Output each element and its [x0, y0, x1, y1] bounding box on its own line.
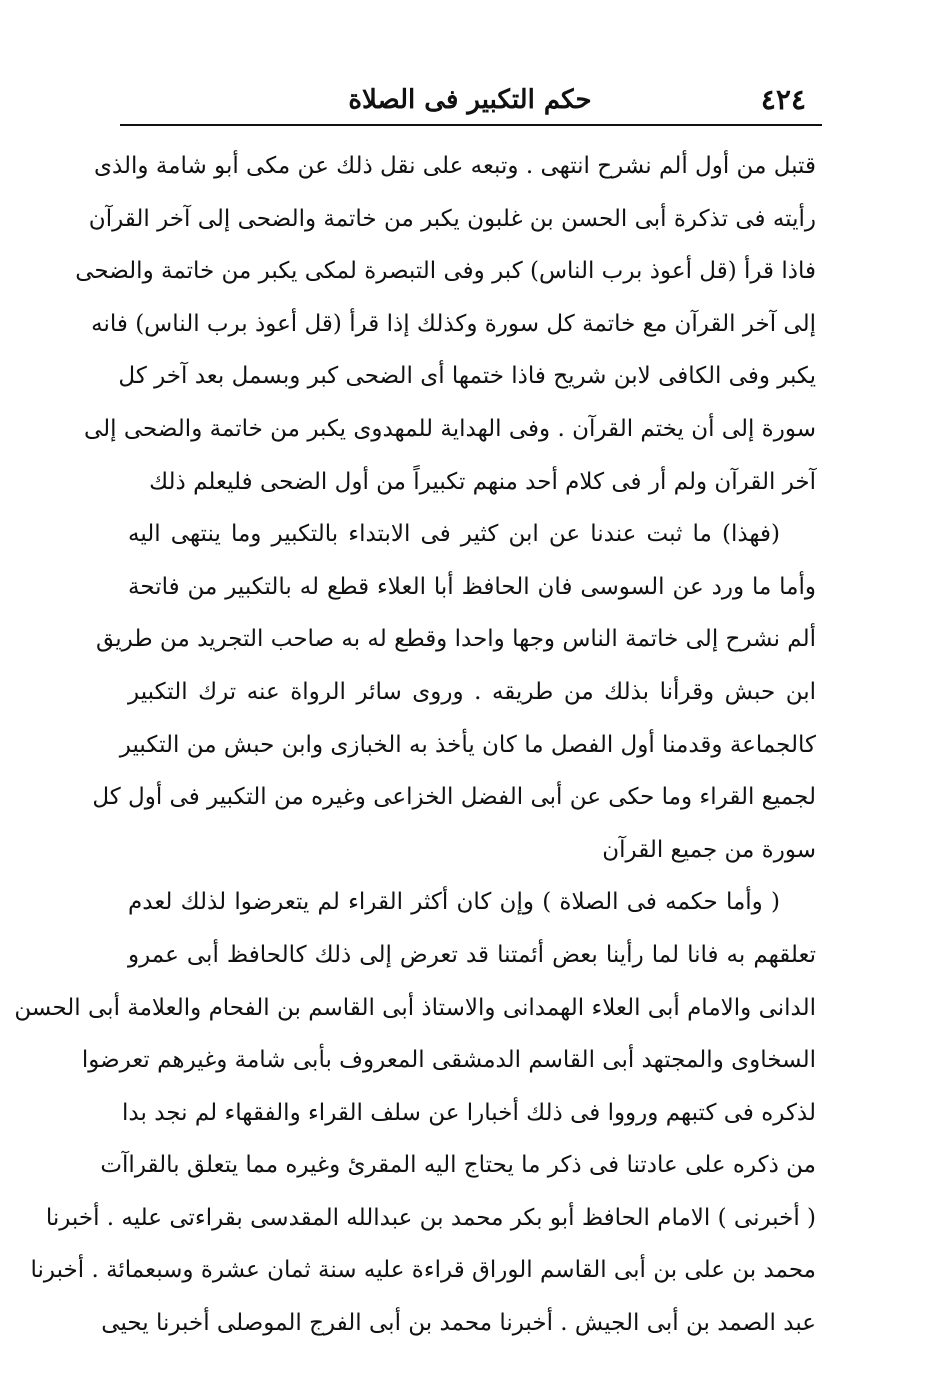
- text-line: (فهذا) ما ثبت عندنا عن ابن كثير فى الابتداء بالتكبير وما ينتهى اليه: [128, 521, 780, 548]
- text-line: ( أخبرنى ) الامام الحافظ أبو بكر محمد بن عبدالله المقدسى بقراءتى عليه . أخبرنا: [45, 1204, 816, 1231]
- text-line: يكبر وفى الكافى لابن شريح فاذا ختمها أى الضحى كبر وبسمل بعد آخر كل: [118, 363, 816, 390]
- text-line: محمد بن على بن أبى القاسم الوراق قراءة عليه سنة ثمان عشرة وسبعمائة . أخبرنا: [30, 1257, 816, 1284]
- text-line: سورة إلى أن يختم القرآن . وفى الهداية للمهدوى يكبر من خاتمة والضحى إلى: [83, 415, 816, 442]
- text-line: سورة من جميع القرآن: [602, 836, 816, 863]
- page-number: ٤٢٤: [760, 83, 806, 116]
- text-line: ألم نشرح إلى خاتمة الناس وجها واحدا وقطع له به صاحب التجريد من طريق: [96, 626, 816, 653]
- text-line: ( وأما حكمه فى الصلاة ) وإن كان أكثر القراء لم يتعرضوا لذلك لعدم: [128, 889, 780, 916]
- text-line: فاذا قرأ (قل أعوذ برب الناس) كبر وفى التبصرة لمكى يكبر من خاتمة والضحى: [75, 258, 816, 285]
- text-line: ابن حبش وقرأنا بذلك من طريقه . وروى سائر الرواة عنه ترك التكبير: [128, 678, 816, 705]
- body-text: [14, 140, 816, 1350]
- text-line: كالجماعة وقدمنا أول الفصل ما كان يأخذ به الخبازى وابن حبش من التكبير: [119, 731, 816, 758]
- text-line: عبد الصمد بن أبى الجيش . أخبرنا محمد بن أبى الفرج الموصلى أخبرنا يحيى: [101, 1310, 816, 1337]
- text-line: قتبل من أول ألم نشرح انتهى . وتبعه على نقل ذلك عن مكى أبو شامة والذى: [93, 153, 816, 179]
- text-line: لجميع القراء وما حكى عن أبى الفضل الخزاعى وغيره من التكبير فى أول كل: [92, 784, 816, 811]
- text-line: من ذكره على عادتنا فى ذكر ما يحتاج اليه المقرئ وغيره مما يتعلق بالقراآت: [100, 1152, 816, 1179]
- page-header: [120, 78, 820, 122]
- text-line: تعلقهم به فانا لما رأينا بعض أئمتنا قد تعرض إلى ذلك كالحافظ أبى عمرو: [128, 941, 816, 968]
- text-line: الدانى والامام أبى العلاء الهمدانى والاستاذ أبى القاسم بن الفحام والعلامة أبى الحسن: [14, 994, 816, 1021]
- text-line: آخر القرآن ولم أر فى كلام أحد منهم تكبيراً من أول الضحى فليعلم ذلك: [149, 468, 816, 495]
- text-line: رأيته فى تذكرة أبى الحسن بن غلبون يكبر من خاتمة والضحى إلى آخر القرآن: [88, 205, 816, 232]
- header-rule: [120, 124, 822, 126]
- text-line: وأما ما ورد عن السوسى فان الحافظ أبا العلاء قطع له بالتكبير من فاتحة: [128, 573, 816, 600]
- text-line: السخاوى والمجتهد أبى القاسم الدمشقى المعروف بأبى شامة وغيرهم تعرضوا: [81, 1047, 816, 1074]
- running-title: حكم التكبير فى الصلاة: [348, 85, 592, 115]
- text-line: إلى آخر القرآن مع خاتمة كل سورة وكذلك إذا قرأ (قل أعوذ برب الناس) فانه: [91, 310, 816, 337]
- text-line: لذكره فى كتبهم ورووا فى ذلك أخبارا عن سلف القراء والفقهاء لم نجد بدا: [122, 1099, 816, 1126]
